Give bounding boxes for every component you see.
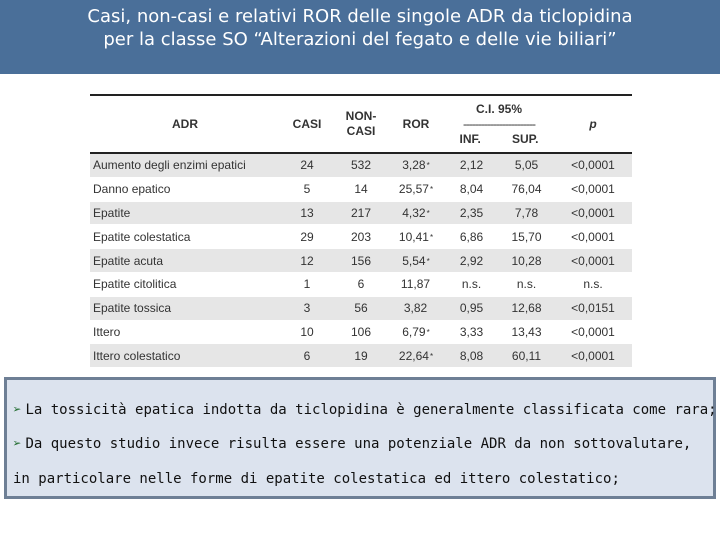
cell-p [554,344,632,368]
cell-casi-value: 10 [300,324,314,339]
cell-sup [499,153,554,177]
note-item-3 [13,471,620,487]
cell-sup-value: n.s. [516,277,537,292]
cell-p [554,272,632,296]
cell-adr [90,249,280,273]
cell-noncasi [334,272,388,296]
cell-casi-value: 5 [303,182,311,197]
significance-star: * [426,161,430,171]
table-row [90,153,632,177]
table-row [90,201,632,225]
cell-ror [388,344,444,368]
cell-sup-value: 13,43 [511,324,542,339]
cell-p-value: <0,0001 [571,158,615,173]
cell-noncasi [334,249,388,273]
cell-sup [499,344,554,368]
cell-ror-value: 22,64 [398,348,429,363]
cell-adr [90,153,280,177]
arrow-bullet-icon: ➢ [13,402,22,418]
header-ci-dash: ------------------------ [463,116,535,131]
cell-p [554,225,632,249]
table-row [90,272,632,296]
cell-sup-value: 7,78 [514,205,539,220]
cell-inf-value: n.s. [461,277,482,292]
cell-ror [388,177,444,201]
cell-sup-value: 10,28 [511,253,542,268]
cell-adr [90,296,280,320]
cell-inf-value: 3,33 [459,324,484,339]
cell-p [554,153,632,177]
cell-adr [90,201,280,225]
table-row [90,225,632,249]
cell-noncasi-value: 14 [354,182,368,197]
cell-ror-value: 4,32 [402,205,426,220]
cell-inf [444,320,499,344]
cell-ror [388,249,444,273]
cell-adr-value: Aumento degli enzimi epatici [93,158,246,173]
cell-casi-value: 1 [303,277,311,292]
cell-inf-value: 2,92 [459,253,484,268]
significance-star: * [426,327,430,337]
significance-star: * [426,256,430,266]
cell-casi [280,344,334,368]
table-row [90,344,632,368]
cell-sup [499,320,554,344]
cell-p [554,320,632,344]
cell-p [554,177,632,201]
cell-noncasi-value: 56 [354,301,368,316]
significance-star: * [429,185,434,195]
cell-inf-value: 6,86 [459,229,484,244]
cell-p-value: <0,0001 [571,324,615,339]
cell-adr-value: Ittero colestatico [93,348,181,363]
table-row [90,296,632,320]
slide-title [0,0,720,74]
cell-inf [444,177,499,201]
cell-casi-value: 24 [300,158,314,173]
cell-ror-value: 3,82 [403,301,428,316]
cell-ror-value: 6,79 [402,324,426,339]
cell-sup [499,296,554,320]
cell-casi [280,201,334,225]
cell-casi [280,249,334,273]
cell-casi [280,225,334,249]
cell-noncasi-value: 19 [354,348,368,363]
cell-noncasi-value: 106 [350,324,372,339]
cell-noncasi [334,320,388,344]
cell-casi-value: 12 [300,253,314,268]
table-row [90,249,632,273]
cell-p-value: <0,0001 [571,253,615,268]
cell-p-value: <0,0001 [571,182,615,197]
cell-noncasi-value: 217 [350,205,372,220]
cell-inf-value: 8,04 [459,182,484,197]
cell-noncasi [334,344,388,368]
header-ci-label: C.I. 95% [475,101,523,116]
cell-casi [280,272,334,296]
cell-noncasi [334,201,388,225]
header-inf: INF. [459,131,481,146]
cell-casi [280,296,334,320]
cell-ror [388,296,444,320]
adr-table [90,96,632,368]
cell-inf-value: 2,35 [459,205,484,220]
cell-ror-value: 11,87 [400,277,431,292]
cell-ror-value: 25,57 [398,182,429,197]
cell-sup-value: 15,70 [511,229,542,244]
cell-adr-value: Epatite tossica [93,301,172,316]
cell-inf-value: 0,95 [459,301,484,316]
cell-inf [444,344,499,368]
header-p-label: p [589,117,597,131]
cell-sup-value: 5,05 [514,158,539,173]
cell-ror [388,272,444,296]
cell-adr [90,344,280,368]
cell-sup-value: 12,68 [511,301,542,316]
cell-casi [280,177,334,201]
cell-casi [280,153,334,177]
arrow-bullet-icon: ➢ [13,436,22,452]
cell-p [554,249,632,273]
cell-sup [499,249,554,273]
adr-table-container [90,94,632,368]
header-p [554,96,632,153]
table-header-row [90,96,632,153]
significance-star: * [429,232,434,242]
cell-p-value: <0,0001 [571,229,615,244]
cell-adr [90,177,280,201]
table-row [90,177,632,201]
significance-star: * [426,208,430,218]
cell-casi [280,320,334,344]
cell-ror [388,320,444,344]
cell-inf [444,225,499,249]
cell-casi-value: 29 [300,229,314,244]
cell-p-value: <0,0001 [571,348,615,363]
cell-ror [388,153,444,177]
cell-adr-value: Epatite citolitica [93,277,177,292]
cell-sup-value: 60,11 [511,348,542,363]
cell-ror [388,225,444,249]
cell-p-value: n.s. [583,277,603,292]
header-sup: SUP. [511,131,539,146]
cell-inf [444,153,499,177]
cell-adr [90,320,280,344]
cell-sup [499,201,554,225]
cell-casi-value: 6 [303,348,311,363]
significance-star: * [429,351,434,361]
cell-noncasi-value: 156 [350,253,372,268]
cell-inf-value: 8,08 [459,348,484,363]
cell-adr-value: Danno epatico [93,182,171,197]
cell-noncasi [334,225,388,249]
cell-casi-value: 3 [303,301,311,316]
cell-noncasi [334,153,388,177]
note-item-1 [13,402,717,418]
header-noncasi-line2: CASI [346,124,376,138]
cell-noncasi [334,296,388,320]
cell-ror-value: 10,41 [398,229,429,244]
cell-sup [499,177,554,201]
cell-ror-value: 5,54 [402,253,426,268]
cell-noncasi-value: 6 [357,277,365,292]
cell-inf [444,201,499,225]
header-noncasi [334,96,388,153]
note-item-2 [13,436,691,452]
header-adr: ADR [90,96,280,153]
cell-p-value: <0,0151 [571,301,615,316]
cell-adr [90,272,280,296]
cell-p-value: <0,0001 [571,205,615,220]
cell-sup [499,225,554,249]
cell-sup [499,272,554,296]
table-row [90,320,632,344]
cell-noncasi [334,177,388,201]
cell-sup-value: 76,04 [511,182,542,197]
cell-adr-value: Epatite acuta [93,253,164,268]
header-casi: CASI [280,96,334,153]
cell-casi-value: 13 [300,205,314,220]
note-text-1: La tossicità epatica indotta da ticlopidina è generalmente classificata come rara; [25,402,717,418]
cell-inf [444,272,499,296]
cell-adr [90,225,280,249]
cell-inf [444,249,499,273]
notes-box [4,377,716,499]
cell-noncasi-value: 532 [350,158,372,173]
cell-inf-value: 2,12 [459,158,484,173]
note-text-3: in particolare nelle forme di epatite colestatica ed ittero colestatico; [13,471,620,487]
cell-p [554,201,632,225]
cell-adr-value: Ittero [93,324,121,339]
header-ci [444,96,554,153]
cell-noncasi-value: 203 [350,229,372,244]
note-text-2: Da questo studio invece risulta essere una potenziale ADR da non sottovalutare, [25,436,692,452]
header-ror: ROR [388,96,444,153]
cell-adr-value: Epatite colestatica [93,229,191,244]
cell-adr-value: Epatite [93,205,131,220]
title-line-2: per la classe SO “Alterazioni del fegato e delle vie biliari” [103,29,617,50]
title-line-1: Casi, non-casi e relativi ROR delle singole ADR da ticlopidina [87,6,633,27]
cell-ror-value: 3,28 [402,158,426,173]
cell-inf [444,296,499,320]
cell-p [554,296,632,320]
cell-ror [388,201,444,225]
header-noncasi-line1: NON- [345,109,377,123]
